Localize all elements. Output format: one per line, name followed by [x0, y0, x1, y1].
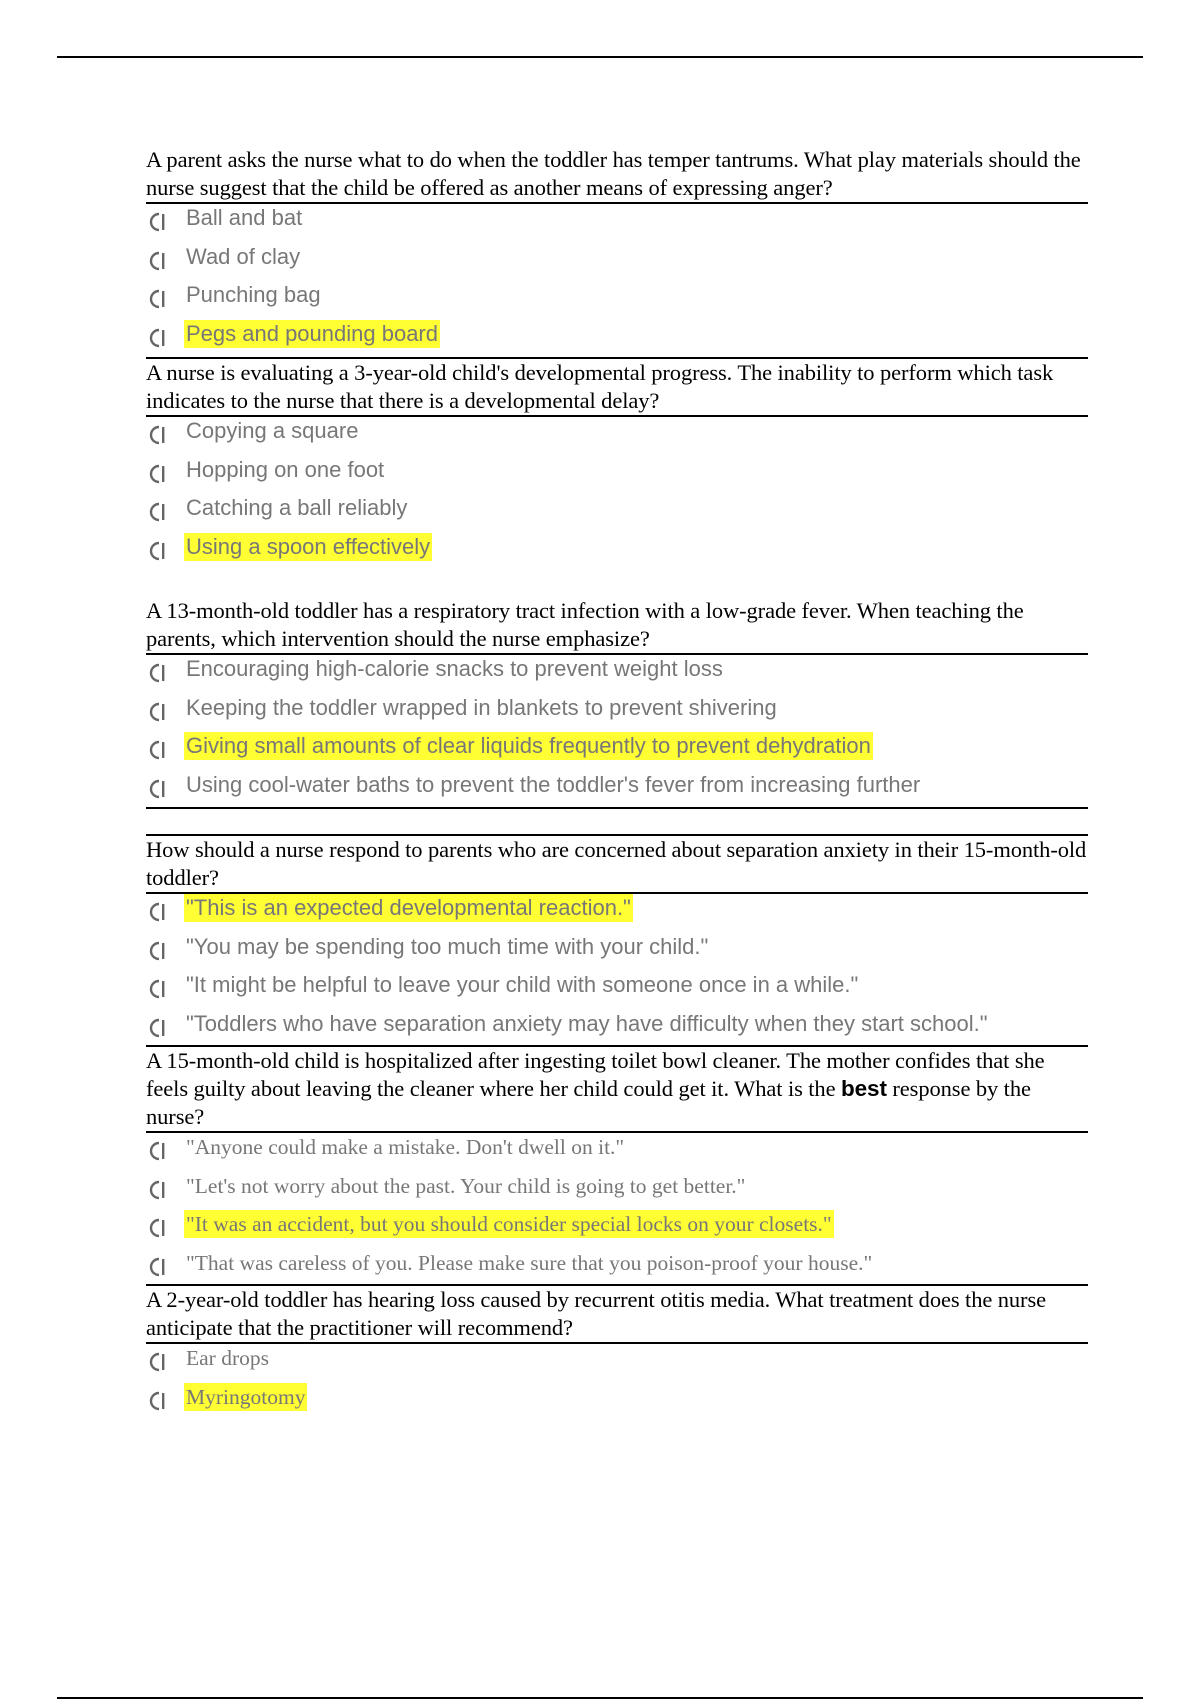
radio-icon[interactable] [146, 1389, 168, 1413]
radio-icon[interactable] [146, 249, 168, 273]
answer-label: Wad of clay [186, 243, 301, 269]
answer-option[interactable] [146, 281, 1088, 320]
answer-label-highlighted: "This is an expected developmental reaction." [186, 895, 631, 920]
answer-label: "You may be spending too much time with your child." [186, 933, 709, 959]
question-text: A 13-month-old toddler has a respiratory tract infection with a low-grade fever. When teaching the parents, which intervention should the nurse emphasize? [146, 597, 1088, 655]
radio-icon[interactable] [146, 210, 168, 234]
question-block [146, 834, 1088, 1048]
answer-option-selected[interactable] [146, 320, 1088, 359]
answer-label-highlighted: Giving small amounts of clear liquids frequently to prevent dehydration [186, 733, 871, 758]
answer-option[interactable] [146, 243, 1088, 282]
section-divider [146, 807, 1088, 809]
answer-options [146, 1133, 1088, 1287]
answer-options [146, 1344, 1088, 1421]
question-text-part: A 15-month-old child is hospitalized after ingesting toilet bowl cleaner. The mother confides that she feels guilty about leaving the cleaner where her child could get it. What is the [146, 1048, 1045, 1101]
answer-option-selected[interactable] [146, 1210, 1088, 1249]
page-top-rule [57, 56, 1143, 58]
radio-icon[interactable] [146, 326, 168, 350]
answer-option[interactable] [146, 655, 1088, 694]
question-block [146, 597, 1088, 809]
question-block [146, 1045, 1088, 1287]
answer-option[interactable] [146, 456, 1088, 495]
answer-label: Hopping on one foot [186, 456, 385, 482]
answer-option[interactable] [146, 771, 1088, 810]
answer-label: "It might be helpful to leave your child with someone once in a while." [186, 972, 859, 997]
radio-icon[interactable] [146, 700, 168, 724]
radio-icon[interactable] [146, 1016, 168, 1040]
answer-label: "Let's not worry about the past. Your child is going to get better." [186, 1173, 746, 1198]
answer-label: "Toddlers who have separation anxiety may have difficulty when they start school." [186, 1010, 988, 1036]
answer-option[interactable] [146, 1010, 1088, 1049]
answer-option[interactable] [146, 1344, 1088, 1383]
answer-option-selected[interactable] [146, 732, 1088, 771]
answer-label-highlighted: "It was an accident, but you should consider special locks on your closets." [186, 1212, 832, 1236]
answer-label-highlighted: Myringotomy [186, 1384, 306, 1409]
answer-label: "Anyone could make a mistake. Don't dwell on it." [186, 1135, 625, 1159]
answer-label: Copying a square [186, 418, 359, 443]
answer-option[interactable] [146, 1249, 1088, 1288]
radio-icon[interactable] [146, 661, 168, 685]
answer-label: Catching a ball reliably [186, 495, 408, 520]
radio-icon[interactable] [146, 462, 168, 486]
answer-option[interactable] [146, 1133, 1088, 1172]
radio-icon[interactable] [146, 900, 168, 924]
answer-option[interactable] [146, 204, 1088, 243]
answer-label: Ear drops [186, 1346, 269, 1370]
question-block [146, 1284, 1088, 1421]
answer-label: Using cool-water baths to prevent the toddler's fever from increasing further [186, 771, 921, 797]
answer-label: Encouraging high-calorie snacks to prevent weight loss [186, 656, 723, 681]
question-text [146, 1045, 1088, 1133]
question-text: A 2-year-old toddler has hearing loss caused by recurrent otitis media. What treatment does the nurse anticipate that the practitioner will recommend? [146, 1284, 1088, 1344]
question-text: A parent asks the nurse what to do when the toddler has temper tantrums. What play materials should the nurse suggest that the child be offered as another means of expressing anger? [146, 146, 1088, 204]
answer-label: Keeping the toddler wrapped in blankets to prevent shivering [186, 694, 777, 720]
radio-icon[interactable] [146, 738, 168, 762]
question-text: A nurse is evaluating a 3-year-old child's developmental progress. The inability to perform which task indicates to the nurse that there is a developmental delay? [146, 357, 1088, 417]
question-text-part: response by the nurse? [146, 1076, 1031, 1129]
answer-option-selected[interactable] [146, 894, 1088, 933]
answer-option[interactable] [146, 494, 1088, 533]
answer-options [146, 655, 1088, 809]
answer-options [146, 417, 1088, 571]
question-emphasis: best [841, 1076, 887, 1101]
answer-option-selected[interactable] [146, 1383, 1088, 1422]
answer-option[interactable] [146, 417, 1088, 456]
page-bottom-rule [57, 1697, 1143, 1699]
question-block [146, 357, 1088, 571]
answer-option-selected[interactable] [146, 533, 1088, 572]
answer-option[interactable] [146, 933, 1088, 972]
radio-icon[interactable] [146, 1216, 168, 1240]
question-text: How should a nurse respond to parents who are concerned about separation anxiety in their 15-month-old toddler? [146, 834, 1088, 894]
answer-label: "That was careless of you. Please make sure that you poison-proof your house." [186, 1250, 873, 1275]
radio-icon[interactable] [146, 1255, 168, 1279]
answer-label-highlighted: Pegs and pounding board [186, 320, 438, 346]
answer-label: Punching bag [186, 282, 321, 307]
answer-label: Ball and bat [186, 205, 303, 230]
answer-option[interactable] [146, 971, 1088, 1010]
radio-icon[interactable] [146, 977, 168, 1001]
answer-options [146, 204, 1088, 358]
radio-icon[interactable] [146, 287, 168, 311]
radio-icon[interactable] [146, 1178, 168, 1202]
radio-icon[interactable] [146, 777, 168, 801]
radio-icon[interactable] [146, 423, 168, 447]
answer-option[interactable] [146, 694, 1088, 733]
radio-icon[interactable] [146, 939, 168, 963]
radio-icon[interactable] [146, 539, 168, 563]
radio-icon[interactable] [146, 500, 168, 524]
answer-label-highlighted: Using a spoon effectively [186, 533, 431, 559]
radio-icon[interactable] [146, 1139, 168, 1163]
answer-options [146, 894, 1088, 1048]
radio-icon[interactable] [146, 1350, 168, 1374]
question-block [146, 146, 1088, 358]
answer-option[interactable] [146, 1172, 1088, 1211]
